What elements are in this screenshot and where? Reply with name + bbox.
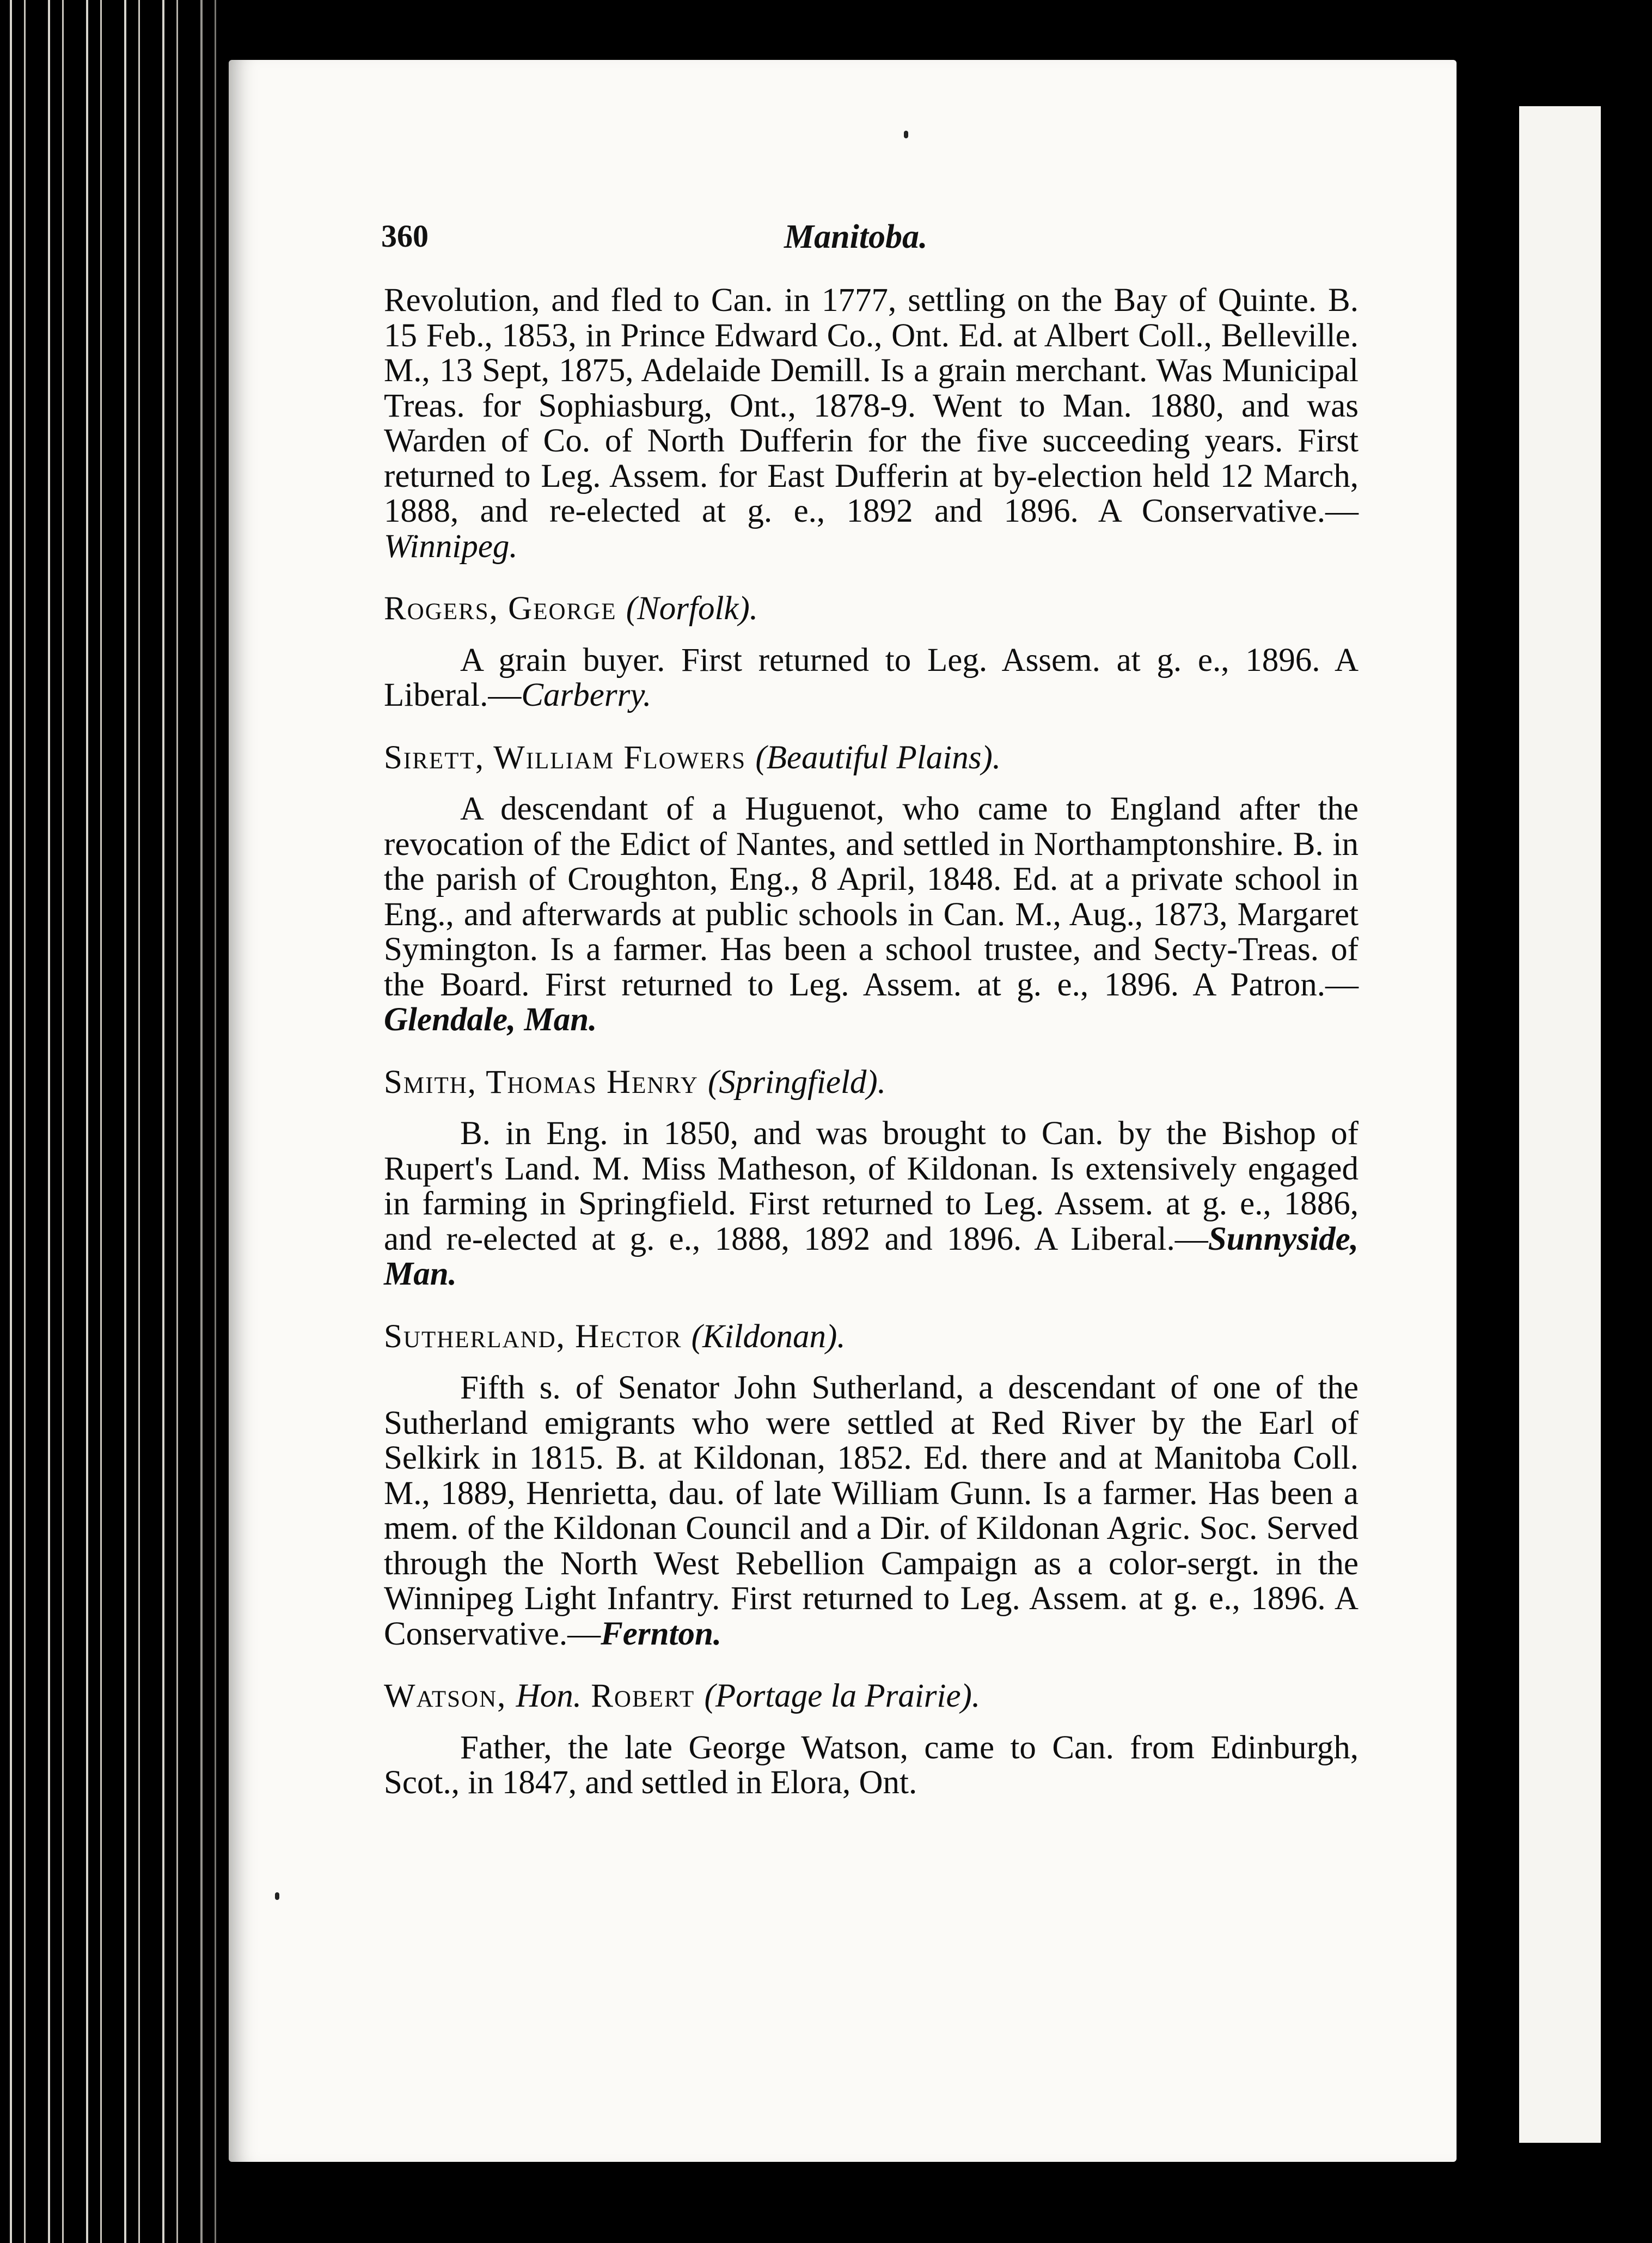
entry-paragraph xyxy=(384,643,1359,713)
entry-body: Father, the late George Watson, came to Can. from Edinburgh, Scot., in 1847, and settled in Elora, Ont. xyxy=(384,1729,1359,1801)
constituency: (Springfield). xyxy=(708,1064,886,1101)
dust-speck xyxy=(904,131,908,138)
entry-body: B. in Eng. in 1850, and was brought to Can. by the Bishop of Rupert's Land. M. Miss Matheson, of Kildonan. Is extensively engaged in farming in Springfield. First returned to Leg. Assem. at g. e., 1886, and re-elected at g. e., 1888, 1892 and 1896. A Liberal.— xyxy=(384,1115,1359,1257)
gutter-shadow xyxy=(163,0,240,2243)
constituency: (Norfolk). xyxy=(626,590,758,627)
constituency: (Portage la Prairie). xyxy=(704,1678,981,1714)
entry-residence: Winnipeg. xyxy=(384,528,518,565)
entry-body: A descendant of a Huguenot, who came to England after the revocation of the Edict of Nantes, and settled in Northamptonshire. B. in the parish of Croughton, Eng., 8 April, 1848. Ed. at a private school in Eng., and afterwards at public schools in Can. M., Aug., 1873, Margaret Symington. Is a farmer. Has been a school trustee, and Secty-Treas. of the Board. First returned to Leg. Assem. at g. e., 1896. A Patron.— xyxy=(384,791,1359,1003)
running-head: Manitoba. xyxy=(784,218,928,255)
next-page-edge xyxy=(1519,106,1601,2143)
member-name: Sirett, William Flowers xyxy=(384,739,747,776)
constituency: (Kildonan). xyxy=(691,1318,846,1355)
page-number: 360 xyxy=(381,218,429,254)
entry-residence: Sunnyside, Man. xyxy=(384,1220,1359,1292)
dust-speck xyxy=(275,1892,279,1900)
entry-heading xyxy=(384,591,1359,627)
entry-body: Fifth s. of Senator John Sutherland, a descendant of one of the Sutherland emigrants who were settled at Red River by the Earl of Selkirk in 1815. B. at Kildonan, 1852. Ed. there and at Manitoba Coll. M., 1889, Henrietta, dau. of late William Gunn. Is a farmer. Has been a mem. of the Kildonan Council and a Dir. of Kildonan Agric. Soc. Served through the North West Rebellion Campaign as a color-sergt. in the Winnipeg Light Infantry. First returned to Leg. Assem. at g. e., 1896. A Conservative.— xyxy=(384,1370,1359,1652)
entry-body: A grain buyer. First returned to Leg. Assem. at g. e., 1896. A Liberal.— xyxy=(384,641,1359,713)
entry-heading xyxy=(384,1679,1359,1714)
entry-heading xyxy=(384,1319,1359,1355)
entry-paragraph xyxy=(384,792,1359,1038)
entry-residence: Carberry. xyxy=(521,677,652,713)
entry-body: Revolution, and fled to Can. in 1777, settling on the Bay of Quinte. B. 15 Feb., 1853, in Prince Edward Co., Ont. Ed. at Albert Coll., Belleville. M., 13 Sept, 1875, Adelaide Demill. Is a grain merchant. Was Municipal Treas. for Sophiasburg, Ont., 1878-9. Went to Man. 1880, and was Warden of Co. of North Dufferin for the five succeeding years. First returned to Leg. Assem. for East Dufferin at by-election held 12 March, 1888, and re-elected at g. e., 1892 and 1896. A Conservative.— xyxy=(384,282,1359,529)
entry-paragraph xyxy=(384,1371,1359,1652)
member-name: Watson, xyxy=(384,1678,507,1714)
entry-continuation xyxy=(384,283,1359,564)
entry-paragraph xyxy=(384,1731,1359,1801)
member-name: Smith, Thomas Henry xyxy=(384,1064,699,1101)
member-name: Sutherland, Hector xyxy=(384,1318,682,1355)
member-name-rest: Robert xyxy=(591,1678,695,1714)
member-name: Rogers, George xyxy=(384,590,617,627)
entry-paragraph xyxy=(384,1116,1359,1292)
member-honorific: Hon. xyxy=(516,1678,582,1714)
entry-residence: Fernton. xyxy=(601,1615,722,1652)
entry-heading xyxy=(384,741,1359,776)
entry-heading xyxy=(384,1065,1359,1101)
page-header xyxy=(381,218,1350,267)
constituency: (Beautiful Plains). xyxy=(755,739,1001,776)
body-text xyxy=(384,283,1359,1801)
entry-residence: Glendale, Man. xyxy=(384,1001,597,1038)
